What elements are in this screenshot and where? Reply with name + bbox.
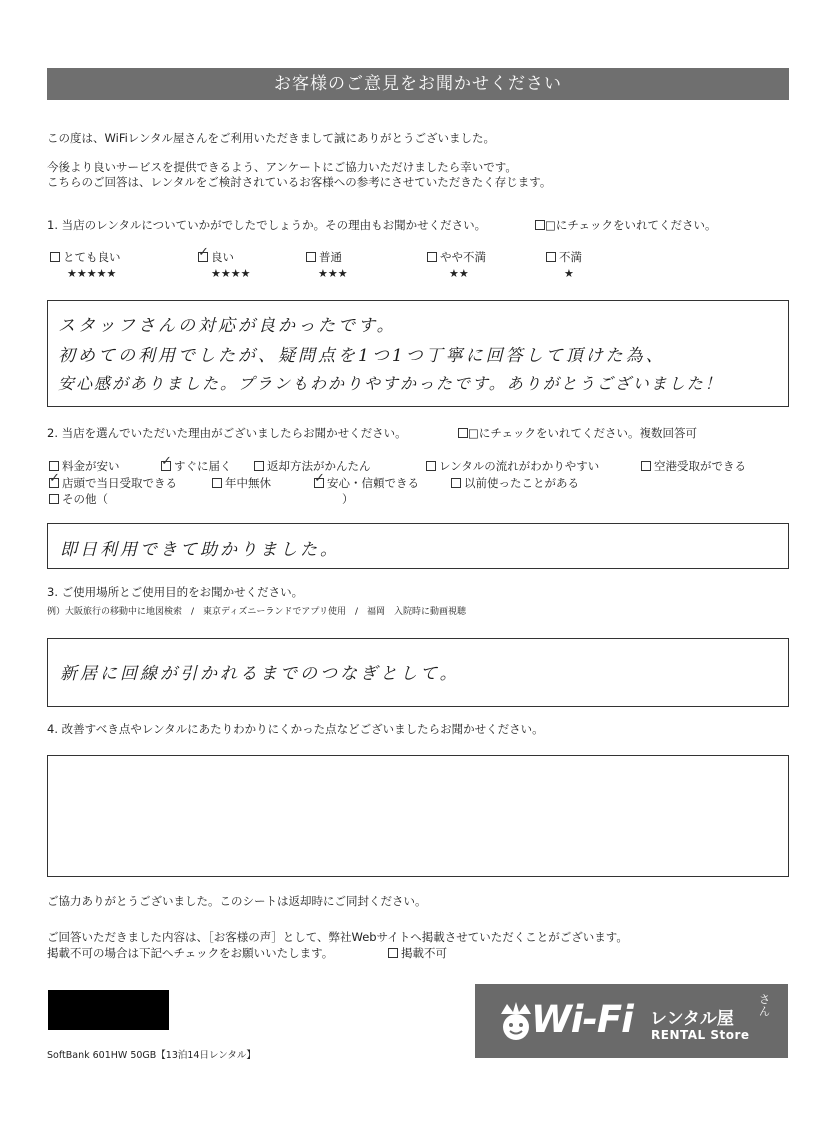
checkbox[interactable] [50, 252, 60, 262]
checkbox[interactable] [49, 494, 59, 504]
rating-stars-3: ★★★ [318, 267, 348, 280]
option-label: 良い [211, 250, 234, 264]
rating-stars-4: ★★★★ [211, 267, 251, 280]
logo-jp-text: レンタル屋 [650, 1009, 734, 1029]
option-label: 店頭で当日受取できる [62, 476, 177, 490]
q2-option-clear-flow[interactable] [426, 459, 599, 474]
redacted-name [48, 990, 169, 1030]
q1-answer-line-3: 安心感がありました。プランもわかりやすかったです。ありがとうございました！ [58, 374, 723, 393]
rating-stars-1: ★ [564, 267, 574, 280]
thanks-text: ご協力ありがとうございました。このシートは返却時にご同封ください。 [47, 894, 427, 908]
checkbox-icon [535, 220, 545, 230]
option-label: 料金が安い [62, 459, 120, 473]
q2-answer-box[interactable] [47, 523, 789, 569]
checkbox-checked[interactable] [314, 478, 324, 488]
q3-answer-box[interactable] [47, 638, 789, 707]
company-logo [475, 984, 788, 1058]
rating-stars-2: ★★ [449, 267, 469, 280]
checkbox[interactable] [212, 478, 222, 488]
option-label: とても良い [63, 250, 121, 264]
option-label: 返却方法がかんたん [267, 459, 371, 473]
publish-opt-out-instruction: 掲載不可の場合は下記へチェックをお願いいたします。 [47, 946, 334, 960]
logo-san-text: さん [759, 993, 770, 1018]
page-title: お客様のご意見をお聞かせください [47, 68, 789, 100]
intro-line-1: この度は、WiFiレンタル屋さんをご利用いただきまして誠にありがとうございました。 [47, 131, 496, 145]
q3-example: 例）大阪旅行の移動中に地図検索 / 東京ディズニーランドでアプリ使用 / 福岡 入院時に動画視聴 [47, 607, 466, 617]
option-label: すぐに届く [174, 459, 232, 473]
q1-option-average[interactable] [306, 250, 342, 265]
q2-option-open-all-year[interactable] [212, 476, 271, 491]
q1-option-somewhat-dissatisfied[interactable] [427, 250, 486, 265]
logo-wifi-text: Wi-Fi [531, 998, 633, 1041]
q2-option-other[interactable] [49, 492, 108, 507]
rating-stars-5: ★★★★★ [67, 267, 117, 280]
q1-option-good[interactable] [198, 250, 234, 265]
crown-mascot-icon [497, 1000, 535, 1042]
q2-question: 2. 当店を選んでいただいた理由がございましたらお聞かせください。 [47, 426, 407, 440]
option-label: やや不満 [440, 250, 486, 264]
checkbox[interactable] [546, 252, 556, 262]
q2-option-trustworthy[interactable] [314, 476, 419, 491]
q2-option-fast-delivery[interactable] [161, 459, 232, 474]
option-label: その他（ [62, 492, 108, 506]
checkbox[interactable] [306, 252, 316, 262]
option-label: レンタルの流れがわかりやすい [439, 459, 600, 473]
q2-hint: □にチェックをいれてください。複数回答可 [458, 426, 697, 441]
q2-option-airport-pickup[interactable] [641, 459, 746, 474]
publish-opt-out-option[interactable] [388, 946, 447, 961]
rental-plan-note: SoftBank 601HW 50GB【13泊14日レンタル】 [47, 1050, 256, 1061]
checkbox[interactable] [254, 461, 264, 471]
option-label: 年中無休 [225, 476, 271, 490]
checkbox[interactable] [426, 461, 436, 471]
logo-en-text: RENTAL Store [651, 1028, 750, 1042]
q2-option-used-before[interactable] [451, 476, 579, 491]
q3-question: 3. ご使用場所とご使用目的をお聞かせください。 [47, 585, 304, 599]
checkbox-checked[interactable] [198, 252, 208, 262]
checkbox[interactable] [427, 252, 437, 262]
checkbox[interactable] [451, 478, 461, 488]
q1-answer-line-1: スタッフさんの対応が良かったです。 [58, 316, 397, 336]
q1-answer-box[interactable] [47, 300, 789, 407]
q1-hint: □にチェックをいれてください。 [535, 218, 717, 233]
publish-notice: ご回答いただきました内容は、［お客様の声］として、弊社Webサイトへ掲載させていただくことがございます。 [47, 930, 628, 944]
checkbox-icon [458, 428, 468, 438]
q2-option-easy-return[interactable] [254, 459, 371, 474]
q3-answer: 新居に回線が引かれるまでのつなぎとして。 [60, 664, 460, 684]
q1-option-dissatisfied[interactable] [546, 250, 582, 265]
checkbox[interactable] [641, 461, 651, 471]
option-label: 空港受取ができる [654, 459, 746, 473]
q1-question: 1. 当店のレンタルについていかがでしたでしょうか。その理由もお聞かせください。 [47, 218, 487, 232]
option-label: 掲載不可 [401, 946, 447, 960]
q1-answer-line-2: 初めての利用でしたが、疑問点を1つ1つ丁寧に回答して頂けた為、 [58, 346, 666, 366]
q2-other-close-paren: ） [342, 492, 354, 506]
q4-question: 4. 改善すべき点やレンタルにあたりわかりにくかった点などございましたらお聞かせください。 [47, 722, 544, 736]
q2-answer: 即日利用できて助かりました。 [60, 540, 340, 560]
intro-line-3: こちらのご回答は、レンタルをご検討されているお客様への参考にさせていただきたく存じます。 [47, 175, 552, 189]
q4-answer-box[interactable] [47, 755, 789, 877]
q1-option-very-good[interactable] [50, 250, 121, 265]
option-label: 普通 [319, 250, 342, 264]
checkbox[interactable] [49, 461, 59, 471]
option-label: 安心・信頼できる [327, 476, 419, 490]
q2-option-store-pickup[interactable] [49, 476, 177, 491]
checkbox-checked[interactable] [49, 478, 59, 488]
checkbox[interactable] [388, 948, 398, 958]
intro-line-2: 今後より良いサービスを提供できるよう、アンケートにご協力いただけましたら幸いです。 [47, 160, 517, 174]
option-label: 以前使ったことがある [464, 476, 579, 490]
checkbox-checked[interactable] [161, 461, 171, 471]
option-label: 不満 [559, 250, 582, 264]
